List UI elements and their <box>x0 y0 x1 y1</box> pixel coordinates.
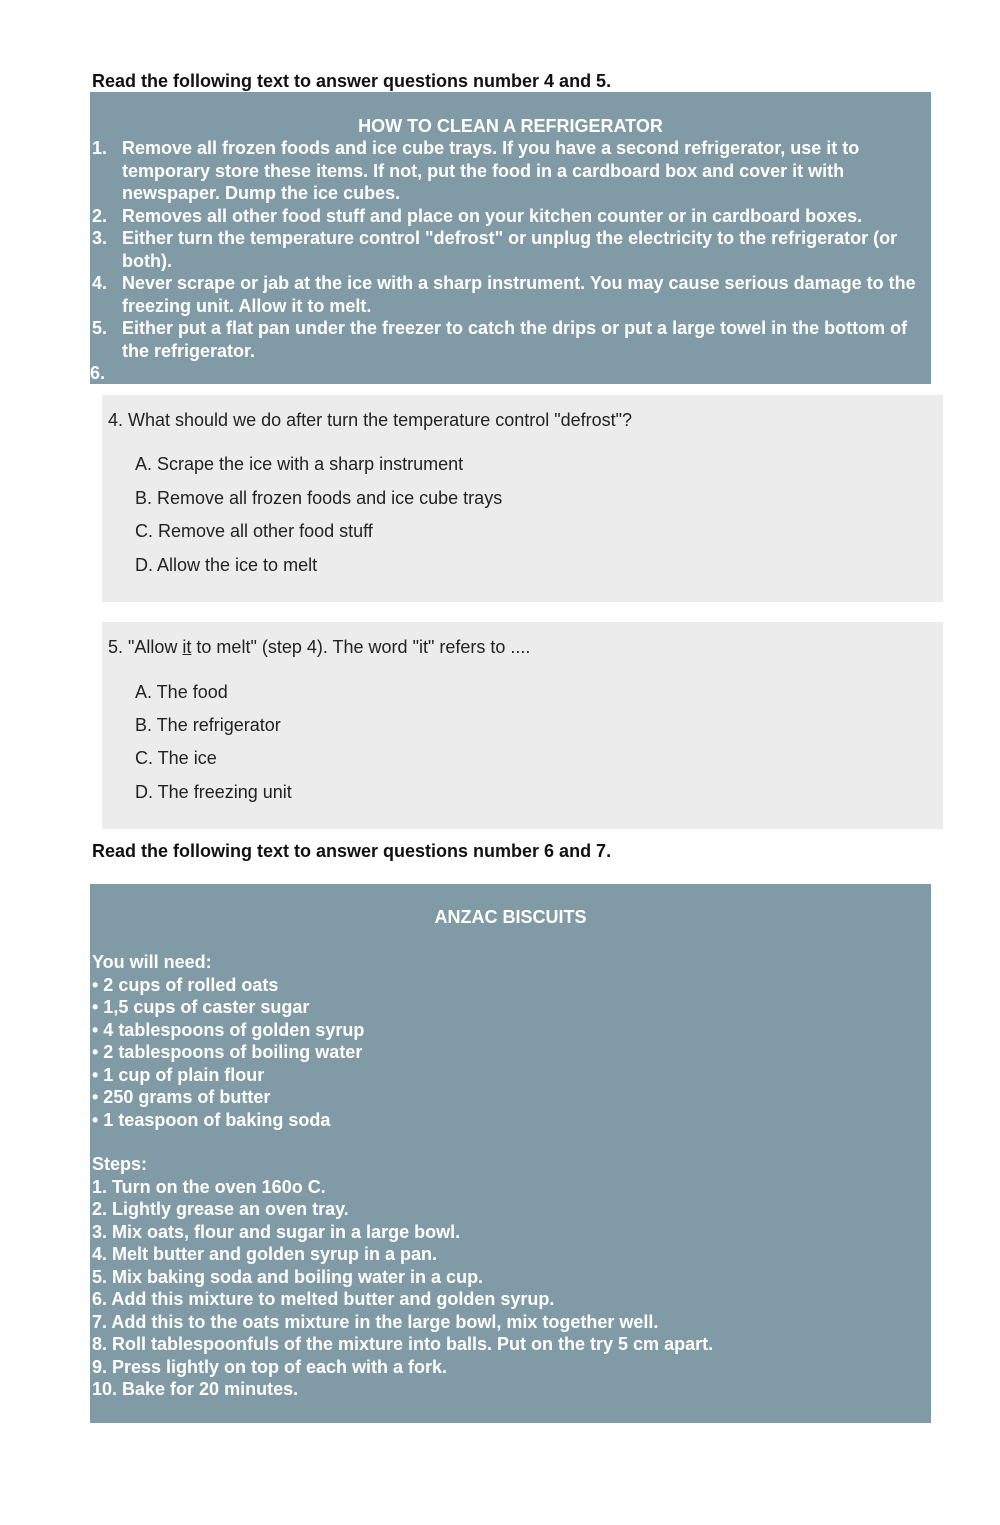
steps-label: Steps: <box>92 1154 148 1174</box>
step-number: 2. <box>92 205 108 226</box>
step-number: 5. <box>92 318 108 338</box>
ingredient-item: • 1 teaspoon of baking soda <box>92 1109 331 1130</box>
question-5-underlined-word: it <box>182 637 192 657</box>
question-4-box <box>102 395 943 602</box>
ingredient-item: • 2 tablespoons of boiling water <box>92 1042 363 1062</box>
section1-heading: Read the following text to answer questions number 4 and 5. <box>92 71 612 91</box>
question-5-option-c[interactable]: C. The ice <box>135 748 217 768</box>
question-4-option-d[interactable]: D. Allow the ice to melt <box>135 555 318 575</box>
refrigerator-step <box>90 272 931 317</box>
question-5-box <box>102 622 943 829</box>
section2-heading: Read the following text to answer questions number 6 and 7. <box>92 841 612 861</box>
step-text: Either turn the temperature control "defrost" or unplug the electricity to the refrigerator (or both). <box>122 228 898 271</box>
recipe-step: 9. Press lightly on top of each with a fork. <box>92 1356 448 1377</box>
step-number: 4. <box>92 273 108 293</box>
question-5-text <box>108 637 530 658</box>
step-text: Removes all other food stuff and place on your kitchen counter or in cardboard boxes. <box>122 205 863 226</box>
ingredient-item: • 2 cups of rolled oats <box>92 974 279 995</box>
refrigerator-step <box>90 362 931 385</box>
step-text: Either put a flat pan under the freezer to catch the drips or put a large towel in the bottom of the refrigerator. <box>122 318 908 361</box>
ingredient-item: • 250 grams of butter <box>92 1087 271 1107</box>
ingredient-item: • 1 cup of plain flour <box>92 1064 265 1085</box>
recipe-step: 8. Roll tablespoonfuls of the mixture into balls. Put on the try 5 cm apart. <box>92 1334 714 1354</box>
refrigerator-step <box>90 205 931 228</box>
step-text <box>122 363 127 383</box>
question-5-option-d[interactable]: D. The freezing unit <box>135 782 292 802</box>
question-4-text: 4. What should we do after turn the temperature control "defrost"? <box>108 410 633 430</box>
question-5-option-a[interactable]: A. The food <box>135 682 228 702</box>
question-4-option-b[interactable]: B. Remove all frozen foods and ice cube trays <box>135 488 503 508</box>
step-number: 6. <box>90 363 106 383</box>
refrigerator-step <box>90 227 931 272</box>
refrigerator-text-box <box>90 92 931 384</box>
recipe-step: 1. Turn on the oven 160o C. <box>92 1176 326 1197</box>
step-number: 3. <box>92 228 108 248</box>
recipe-step: 7. Add this to the oats mixture in the large bowl, mix together well. <box>92 1311 659 1332</box>
refrigerator-step <box>90 137 931 205</box>
step-number: 1. <box>92 138 108 158</box>
question-5-text-part: 5. "Allow <box>108 637 183 657</box>
recipe-step: 2. Lightly grease an oven tray. <box>92 1199 349 1219</box>
step-text: Remove all frozen foods and ice cube trays. If you have a second refrigerator, use it to temporary store these items. If not, put the food in a cardboard box and cover it with newspaper. Dump the ice cubes. <box>122 138 860 203</box>
anzac-title: ANZAC BISCUITS <box>434 907 587 927</box>
refrigerator-steps <box>90 137 931 385</box>
question-5-option-b[interactable]: B. The refrigerator <box>135 715 281 735</box>
question-4-option-a[interactable]: A. Scrape the ice with a sharp instrument <box>135 454 464 474</box>
ingredient-item: • 4 tablespoons of golden syrup <box>92 1019 365 1040</box>
recipe-step: 5. Mix baking soda and boiling water in a cup. <box>92 1266 484 1287</box>
recipe-step: 3. Mix oats, flour and sugar in a large bowl. <box>92 1221 461 1242</box>
question-4-option-c[interactable]: C. Remove all other food stuff <box>135 521 373 541</box>
recipe-step: 10. Bake for 20 minutes. <box>92 1379 299 1399</box>
refrigerator-title: HOW TO CLEAN A REFRIGERATOR <box>358 116 663 136</box>
ingredient-item: • 1,5 cups of caster sugar <box>92 997 310 1017</box>
anzac-text-box <box>90 884 931 1423</box>
ingredients-label: You will need: <box>92 952 212 972</box>
question-5-text-part: to melt" (step 4). The word "it" refers to .... <box>191 637 531 657</box>
recipe-step: 6. Add this mixture to melted butter and golden syrup. <box>92 1289 555 1309</box>
step-text: Never scrape or jab at the ice with a sharp instrument. You may cause serious damage to the freezing unit. Allow it to melt. <box>122 273 916 316</box>
recipe-step: 4. Melt butter and golden syrup in a pan. <box>92 1244 438 1264</box>
refrigerator-step <box>90 317 931 362</box>
